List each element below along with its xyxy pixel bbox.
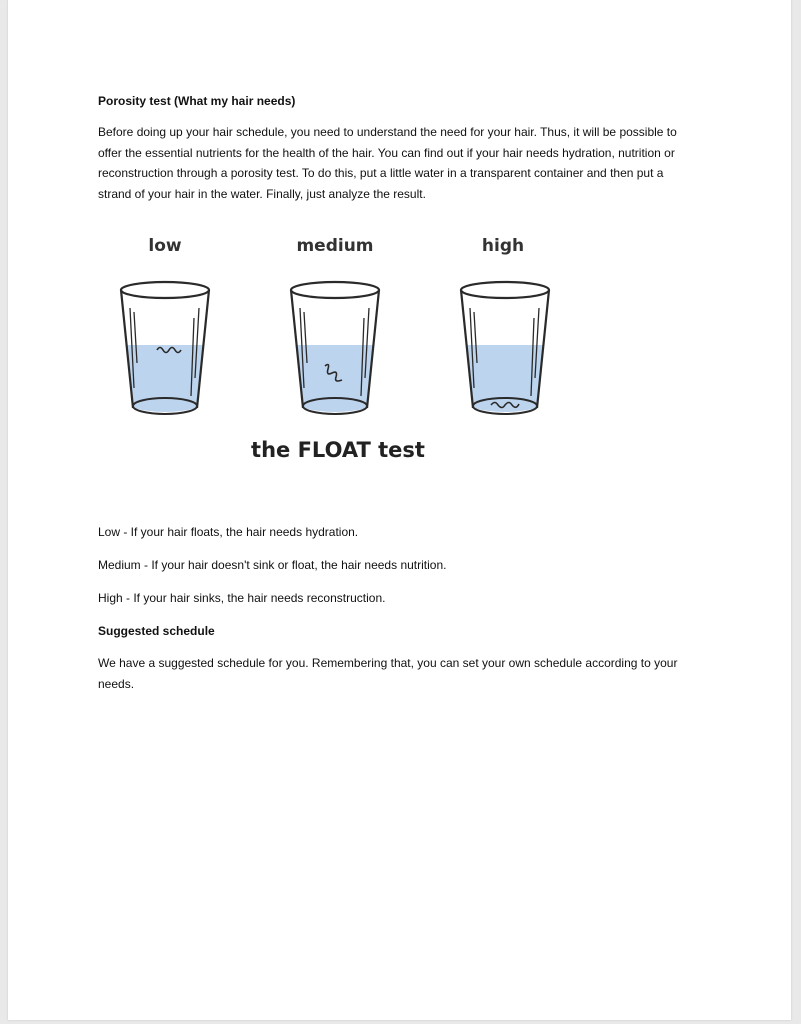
result-high: High - If your hair sinks, the hair needs reconstruction.: [98, 591, 386, 605]
glass-high-icon: [455, 278, 559, 418]
label-high: high: [481, 236, 525, 256]
result-medium: Medium - If your hair doesn't sink or float, the hair needs nutrition.: [98, 558, 447, 572]
glass-medium-icon: [285, 278, 389, 418]
label-medium: medium: [296, 236, 374, 256]
label-low: low: [148, 236, 182, 256]
glass-low-icon: [115, 278, 219, 418]
suggested-schedule-heading: Suggested schedule: [98, 624, 215, 638]
porosity-test-heading: Porosity test (What my hair needs): [98, 94, 296, 108]
intro-paragraph: Before doing up your hair schedule, you need to understand the need for your hair. Thus, it will be possible to offer the essential nutrients for the health of the hair. You can find out if your hair needs hydration, nutrition or reconstruction through a porosity test. To do this, put a little water in a transparent container and then put a strand of your hair in the water. Finally, just analyze the result.: [98, 125, 677, 201]
schedule-paragraph: We have a suggested schedule for you. Remembering that, you can set your own schedule according to your needs.: [98, 656, 678, 691]
figure-caption: the FLOAT test: [251, 438, 425, 462]
float-test-figure: [103, 228, 573, 478]
document-page: [8, 0, 791, 1020]
result-low: Low - If your hair floats, the hair needs hydration.: [98, 525, 359, 539]
